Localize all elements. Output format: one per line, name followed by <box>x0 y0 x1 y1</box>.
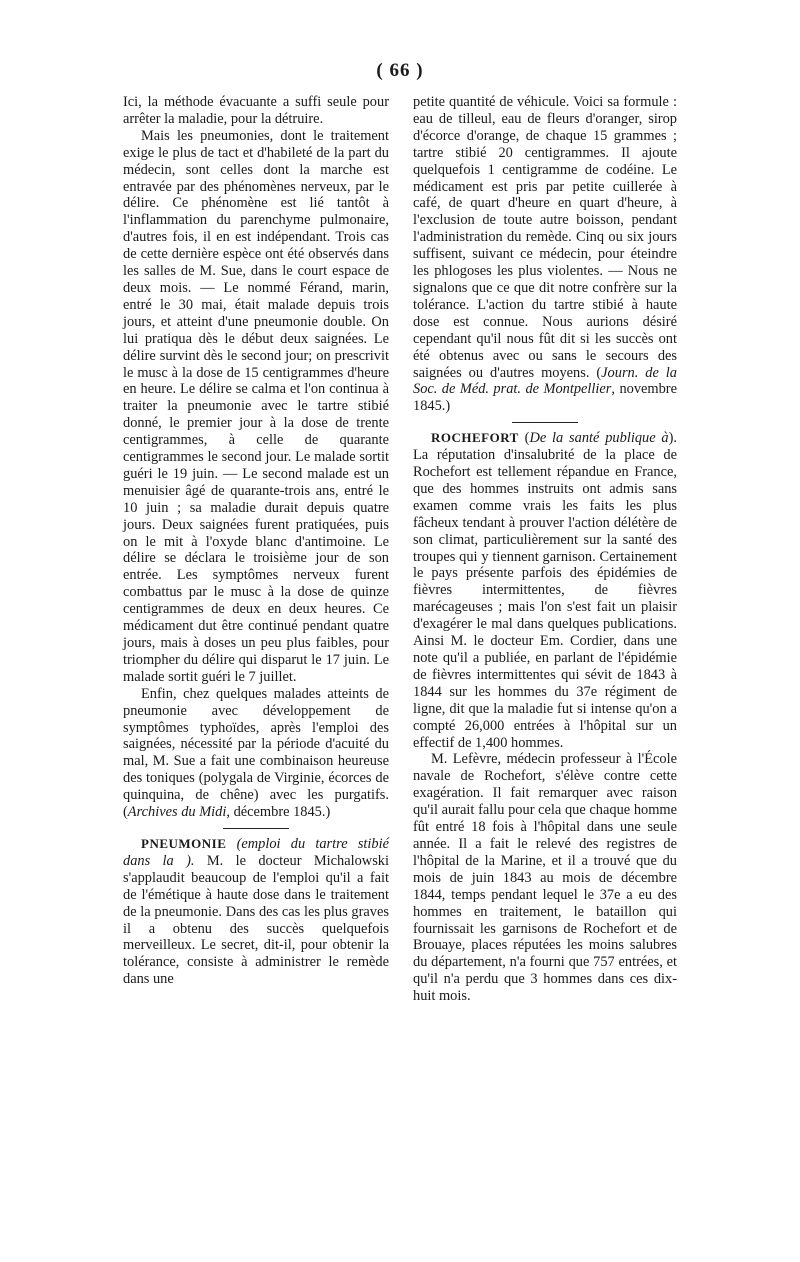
paragraph-formule-text: petite quantité de véhicule. Voici sa formule : eau de tilleul, eau de fleurs d'oranger, sirop d'écorce d'orange, de chaque 15 grammes ; tartre stibié 20 centigrammes. Il ajoute quelquefois 1 centigramme de codéine. Le médicament est pris par petite cuillerée à café, de quart d'heure en quart d'heure, à l'exclusion de toute autre boisson, pendant l'administration du remède. Cinq ou six jours suffisent, suivant ce médecin, pour éteindre les phlogoses les plus violentes. — Nous ne signalons que ce que dit notre confrère sur la tolérance. L'action du tartre stibié à haute dose est connue. Nous aurions désiré cependant qu'il nous fût dit si les succès ont été obtenus avec ou sans le secours des saignées ou d'autres moyens. ( <box>413 94 677 381</box>
section-subheading: (emploi du tartre stibié dans la ). <box>123 835 389 869</box>
paragraph-tartre-stibie-text: M. le docteur Michalowski s'applaudit beaucoup de l'emploi qu'il a fait de l'émétique à haute dose dans le traitement de la pneumonie. Dans des cas les plus graves il a obtenu des succès quelquefois merveilleux. Le secret, dit-il, pour obtenir la tolérance, consiste à administrer le remède dans une <box>123 852 389 988</box>
paragraph-pneumonies-delire: Mais les pneumonies, dont le traitement exige le plus de tact et d'habileté de la part du médecin, sont celles dont la marche est entravée par des phénomènes nerveux, par le délire. Ce phénomène est lié tantôt à l'inflammation du parenchyme pulmonaire, d'autres fois, il en est indépendant. Trois cas de cette dernière espèce ont été observés dans les salles de M. Sue, dans le court espace de deux mois. — Le nommé Férand, marin, entré le 30 mai, était malade depuis trois jours, et atteint d'une pneumonie double. On lui pratiqua dès le début deux saignées. Le délire survint dès le second jour; on prescrivit le musc à la dose de 15 centigrammes d'heure en heure. Le délire se calma et l'on continua à traiter la pneumonie avec le tartre stibié donné, le premier jour à la dose de trente centigrammes, à celle de quarante centigrammes le second jour. Le malade sortit guéri le 19 juin. — Le second malade est un menuisier âgé de quarante-trois ans, entré le 10 juin ; sa maladie durait depuis quatre jours. Deux saignées furent pratiquées, puis on le mit à l'oxyde blanc d'antimoine. Le délire se déclara le troisième jour de son entrée. Les symptômes nerveux furent combattus par le musc à la dose de quinze centigrammes de deux en deux heures. Ce médicament dut être continué pendant quatre jours, mais à doses un peu plus faibles, pour triompher du délire qui disparut le 17 juin. Le malade sortit guéri le 7 juillet. <box>123 127 389 685</box>
paragraph-typhoides-end: , décembre 1845.) <box>226 804 331 821</box>
paragraph-lefevre: M. Lefèvre, médecin professeur à l'École navale de Rochefort, s'élève contre cette exagération. Il fait remarquer avec raison qu'il aurait fallu pour cela que chaque homme fût entré 18 fois à l'hôpital dans une seule année. Il a fait le relevé des registres de l'hôpital de la Marine, et il a trouvé que du mois de juin 1843 au mois de décembre 1844, temps pendant lequel le 37e a eu des hommes en traitement, le bataillon qui fournissait les garnisons de Rochefort et de Brouaye, places réputées les moins salubres du département, n'a fourni que 757 entrées, et qu'il n'a perdu que 3 hommes dans ces dix-huit mois. <box>413 751 677 1005</box>
paragraph-typhoides-text: Enfin, chez quelques malades atteints de pneumonie avec développement de symptômes typhoïdes, après l'emploi des saignées, nécessité par la période d'acuité du mal, M. Sue a fait une combinaison heureuse des toniques (polygala de Virginie, écorces de quinquina, de chêne) avec les purgatifs. ( <box>123 685 389 821</box>
section-heading-pneumonie: PNEUMONIE <box>141 835 227 851</box>
paragraph-tartre-stibie <box>123 836 389 988</box>
paragraph-rochefort: ROCHEFORT (De la santé publique à). La réputation d'insalubrité de la place de Rochefort est tellement répandue en France, que des hommes instruits ont admis sans examen comme vrais les faits les plus fâcheux tendant à prouver l'action délétère de son climat, particulièrement sur la santé des troupes qui y tiennent garnison. Certainement le pays présente parfois des épidémies de fièvres intermittentes, de fièvres marécageuses ; mais l'on s'est fait un plaisir d'exagérer le mal dans quelques publications. Ainsi M. le docteur Em. Cordier, dans une note qu'il a publiée, en parlant de l'épidémie de fièvres intermittentes qui sévit de 1843 à 1844 sur les hommes du 37e régiment de ligne, dit que la maladie fut si intense qu'on a compté 26,000 entrées à l'hôpital sur un effectif de 1,400 hommes. <box>413 430 677 751</box>
left-column <box>123 94 389 988</box>
paragraph-formule <box>413 94 677 415</box>
section-heading-rochefort: ROCHEFORT <box>431 430 519 446</box>
right-column <box>413 94 677 1005</box>
paragraph-rochefort-text: ). La réputation d'insalubrité de la place de Rochefort est tellement répandue en France, que des hommes instruits ont admis sans examen comme vrais les faits les plus fâcheux tendant à prouver l'action délétère de son climat, particulièrement sur la santé des troupes qui y tiennent garnison. Certainement le pays présente parfois des épidémies de fièvres intermittentes, de fièvres marécageuses ; mais l'on s'est fait un plaisir d'exagérer le mal dans quelques publications. Ainsi M. le docteur Em. Cordier, dans une note qu'il a publiée, en parlant de l'épidémie de fièvres intermittentes qui sévit de 1843 à 1844 sur les hommes du 37e régiment de ligne, dit que la maladie fut si intense qu'on a compté 26,000 entrées à l'hôpital sur un effectif de 1,400 hommes. <box>413 430 677 751</box>
source-citation: Archives du Midi <box>127 804 227 821</box>
section-subheading: De la santé publique à <box>529 430 669 447</box>
section-divider <box>223 828 289 829</box>
section-divider <box>512 422 578 423</box>
paragraph-typhoides <box>123 686 389 821</box>
source-citation: Journ. de la Soc. de Méd. prat. de Montpellier <box>413 364 677 398</box>
paragraph-evacuante: Ici, la méthode évacuante a suffi seule pour arrêter la maladie, pour la détruire. <box>123 94 389 127</box>
page-number: ( 66 ) <box>376 60 424 81</box>
paragraph-formule-end: , novembre 1845.) <box>413 381 677 415</box>
